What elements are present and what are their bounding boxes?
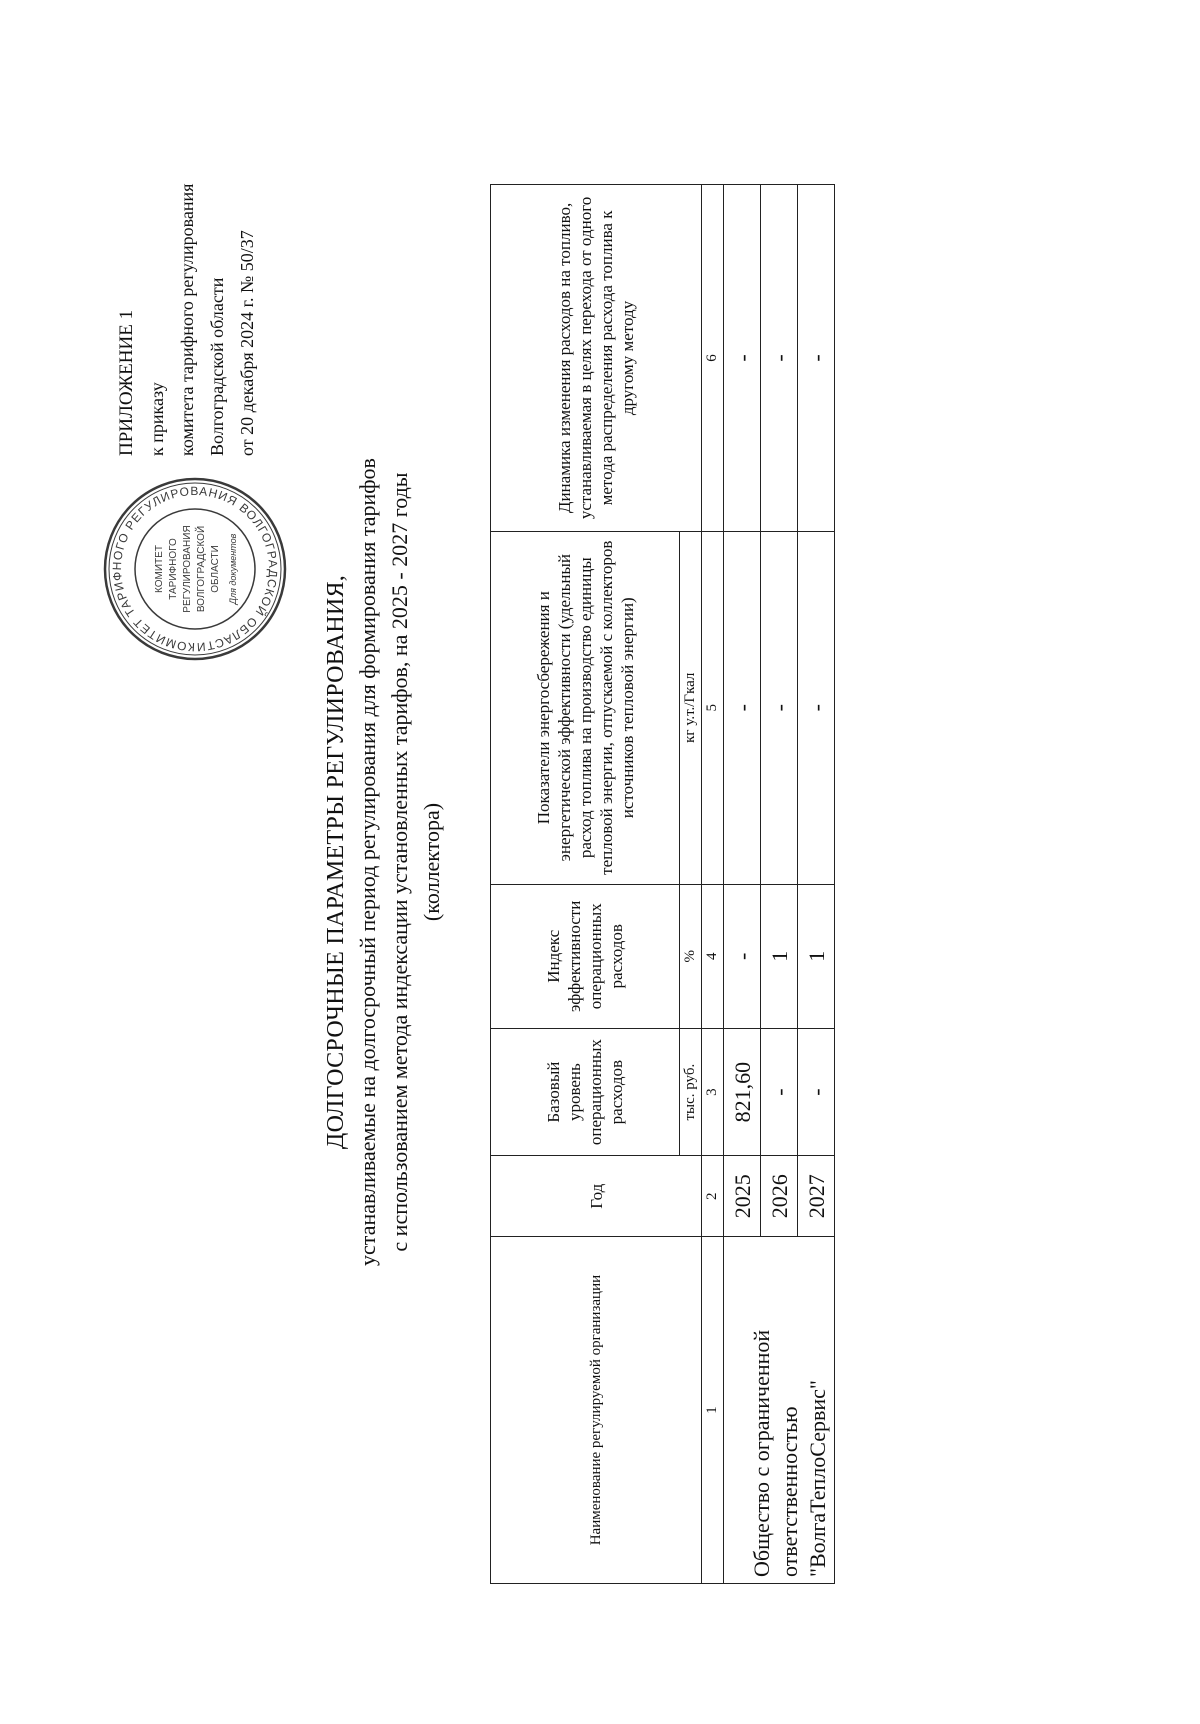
header-efficiency-index: Индекс эффективности операционных расходов <box>491 884 680 1029</box>
column-number: 5 <box>702 531 724 884</box>
column-number: 4 <box>702 884 724 1029</box>
appendix-line: к приказу <box>147 382 167 456</box>
row-base-level: - <box>798 1029 835 1156</box>
row-efficiency-index: - <box>724 884 761 1029</box>
document-subtitle: с использованием метода индексации установленных тарифов, на 2025 - 2027 годы <box>387 472 412 1252</box>
appendix-line: Волгоградской области <box>207 277 227 456</box>
stamp-line: ВОЛГОГРАДСКОЙ <box>196 525 207 613</box>
stamp-line: Для документов <box>228 533 238 605</box>
appendix-line: комитета тарифного регулирования <box>177 183 197 456</box>
row-fuel-dynamics: - <box>798 185 835 532</box>
document-title-block <box>320 0 448 1724</box>
row-year: 2026 <box>761 1156 798 1237</box>
column-number: 1 <box>702 1237 724 1584</box>
organization-name: Общество с ограниченной ответственностью "ВолгаТеплоСервис" <box>724 1237 835 1584</box>
header-energy-indicators: Показатели энергосбережения и энергетической эффективности (удельный расход топлива на производство единицы тепловой энергии, отпускаемой с коллекторов источников тепловой энергии) <box>491 531 680 884</box>
official-stamp-seal <box>100 474 290 664</box>
table-column-numbers-row <box>702 185 724 1584</box>
stamp-line: ОБЛАСТИ <box>210 545 221 593</box>
stamp-ring-text: КОМИТЕТ ТАРИФНОГО РЕГУЛИРОВАНИЯ ВОЛГОГРАДСКОЙ ОБЛАСТИ <box>109 483 281 655</box>
stamp-line: ТАРИФНОГО <box>168 538 179 600</box>
appendix-line: от 20 декабря 2024 г. № 50/37 <box>237 230 257 456</box>
column-number: 2 <box>702 1156 724 1237</box>
header-fuel-dynamics: Динамика изменения расходов на топливо, устанавливаемая в целях перехода от одного метода распределения расхода топлива к другому методу <box>491 185 702 532</box>
table-header-row <box>491 185 680 1584</box>
unit-energy: кг у.т./Гкал <box>680 531 702 884</box>
stamp-line: КОМИТЕТ <box>154 545 165 593</box>
unit-index: % <box>680 884 702 1029</box>
row-energy-indicator: - <box>724 531 761 884</box>
row-fuel-dynamics: - <box>761 185 798 532</box>
column-number: 3 <box>702 1029 724 1156</box>
stamp-line: РЕГУЛИРОВАНИЯ <box>182 525 193 613</box>
row-efficiency-index: 1 <box>798 884 835 1029</box>
appendix-block <box>112 36 262 456</box>
document-subtitle: (коллектора) <box>419 802 444 922</box>
row-base-level: 821,60 <box>724 1029 761 1156</box>
header-base-level: Базовый уровень операционных расходов <box>491 1029 680 1156</box>
row-efficiency-index: 1 <box>761 884 798 1029</box>
header-organization: Наименование регулируемой организации <box>491 1237 702 1584</box>
appendix-title: ПРИЛОЖЕНИЕ 1 <box>116 309 137 456</box>
row-year: 2027 <box>798 1156 835 1237</box>
row-base-level: - <box>761 1029 798 1156</box>
row-fuel-dynamics: - <box>724 185 761 532</box>
row-energy-indicator: - <box>798 531 835 884</box>
row-year: 2025 <box>724 1156 761 1237</box>
unit-base: тыс. руб. <box>680 1029 702 1156</box>
document-title: ДОЛГОСРОЧНЫЕ ПАРАМЕТРЫ РЕГУЛИРОВАНИЯ, <box>323 574 349 1150</box>
table-row <box>724 185 761 1584</box>
parameters-table <box>490 184 835 1584</box>
column-number: 6 <box>702 185 724 532</box>
header-year: Год <box>491 1156 702 1237</box>
row-energy-indicator: - <box>761 531 798 884</box>
document-subtitle: устанавливаемые на долгосрочный период регулирования для формирования тарифов <box>355 458 380 1266</box>
